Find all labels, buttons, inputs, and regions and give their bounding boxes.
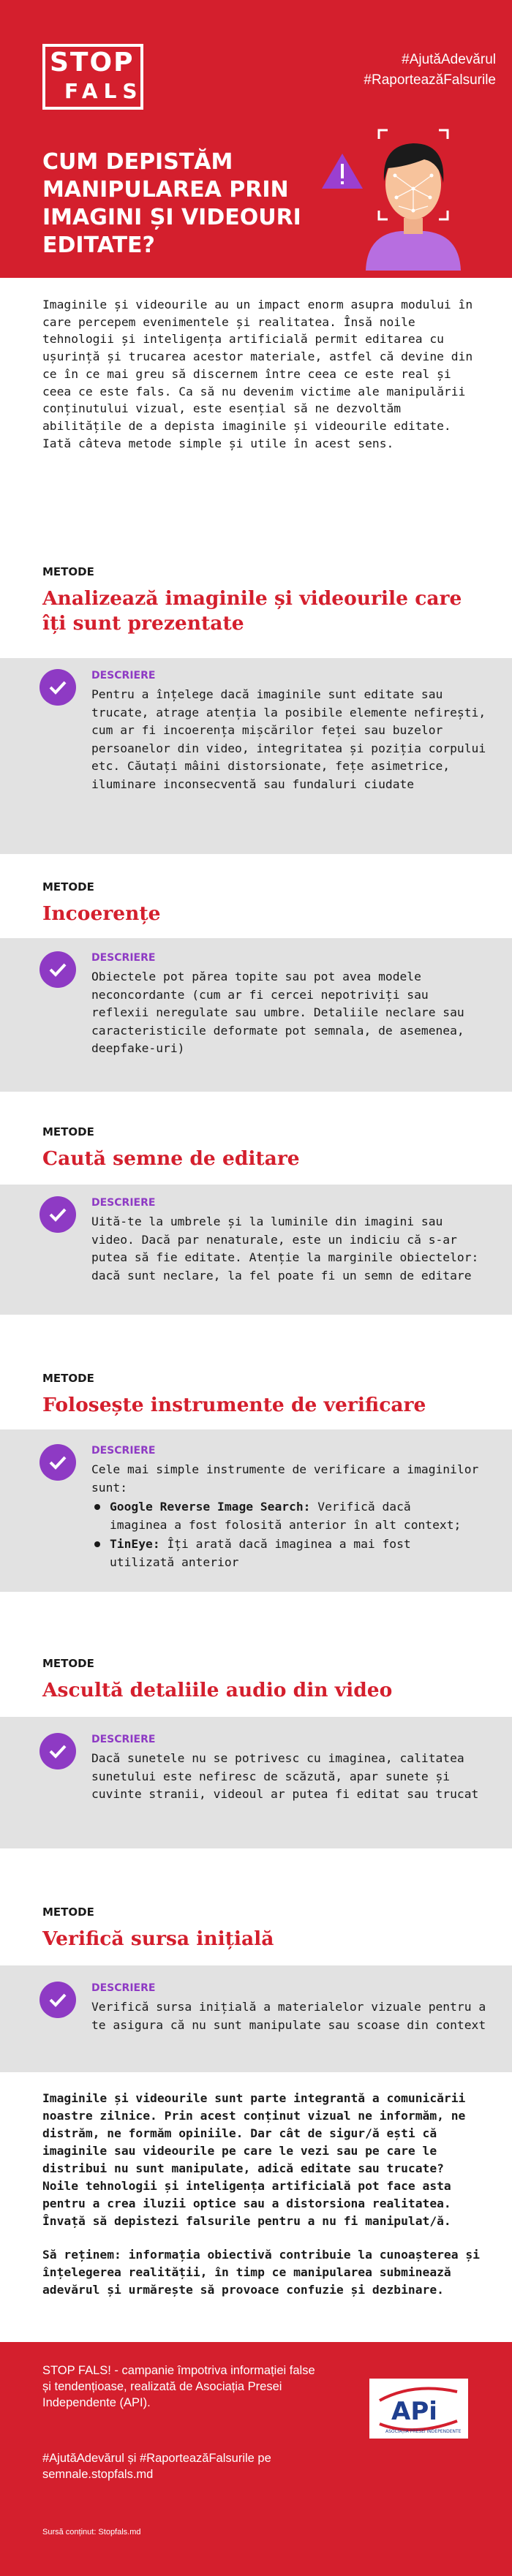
hashtags [364, 50, 496, 91]
intro-paragraph: Imaginile și videourile au un impact enorm asupra modului în care percepem evenimentele și realitatea. Însă noile tehnologii și inteligența artificială permit editarea cu ușurință și trucarea acestor materiale, astfel că devine din ce în ce mai greu să discernem între ceea ce este real și ceea ce este fals. Ca să nu devenim victime ale manipulării conținutului vizual, este esențial să ne dezvoltăm abilitățile de a depista imaginile și videourile editate. Iată câteva metode simple și utile în acest sens. [42, 298, 473, 450]
check-icon [39, 669, 76, 706]
description-text: Pentru a înțelege dacă imaginile sunt editate sau trucate, atrage atenția la posibile elemente nefirești, cum ar fi incoerența mișcărilor feței sau buzelor persoanelor din video, integritatea și poziția corpului etc. Căutați mâini distorsionate, fețe asimetrice, iluminare inconsecventă sau fundaluri ciudate [91, 687, 486, 791]
description-label: DESCRIERE [91, 952, 156, 964]
hashtag-raporteaza: #RaporteazăFalsurile [364, 72, 496, 88]
tools-list [91, 1498, 472, 1573]
check-icon [39, 951, 76, 988]
method-label: METODE [42, 1905, 94, 1919]
api-logo-text: APi [391, 2397, 437, 2426]
description-panel [0, 938, 512, 1092]
method-title: Analizează imaginile și videourile care îți sunt prezentate [42, 587, 462, 635]
tool-name: Google Reverse Image Search: [110, 1500, 311, 1514]
face-recognition-illustration [315, 124, 497, 271]
tool-desc: Verifică dacă imaginea a fost folosită anterior în alt context; [110, 1500, 462, 1532]
description-label: DESCRIERE [91, 1734, 156, 1745]
warning-icon [322, 154, 363, 189]
method-label: METODE [42, 1125, 94, 1138]
description-label: DESCRIERE [91, 1982, 156, 1994]
stopfals-logo [42, 44, 143, 110]
content-source: Sursă conținut: Stopfals.md [42, 2528, 141, 2537]
description-label: DESCRIERE [91, 1197, 156, 1209]
method-title: Verifică sursa inițială [42, 1927, 274, 1950]
list-item [91, 1536, 472, 1571]
description-text: Cele mai simple instrumente de verificare a imaginilor sunt: [91, 1462, 479, 1495]
description-text: Verifică sursa inițială a materialelor vizuale pentru a te asigura că nu sunt manipulate sau scoase din context [91, 2000, 486, 2032]
api-logo [369, 2379, 468, 2439]
closing-summary: Să reținem: informația obiectivă contribuie la cunoașterea și înțelegerea realității, în timp ce manipularea subminează adevărul și urmărește să provoace confuzie și dezbinare. [42, 2248, 480, 2297]
method-label: METODE [42, 1657, 94, 1670]
check-icon [39, 1196, 76, 1233]
hashtag-ajuta: #AjutăAdevărul [402, 52, 496, 67]
description-label: DESCRIERE [91, 1445, 156, 1457]
description-panel [0, 1429, 512, 1592]
check-icon [39, 1982, 76, 2018]
list-item [91, 1498, 472, 1534]
check-icon [39, 1444, 76, 1481]
description-panel [0, 1965, 512, 2072]
method-title: Caută semne de editare [42, 1147, 300, 1170]
footer [0, 2342, 512, 2576]
method-label: METODE [42, 880, 94, 894]
check-icon [39, 1733, 76, 1769]
method-title: Ascultă detaliile audio din video [42, 1679, 393, 1701]
logo-text-bottom: FALS [64, 79, 143, 103]
tool-name: TinEye: [110, 1537, 160, 1551]
description-text: Uită-te la umbrele și la luminile din imagini sau video. Dacă par nenaturale, este un indiciu că s-ar putea să fie editate. Atenție la marginile obiectelor: dacă sunt neclare, la fel poate fi un semn de editare [91, 1215, 479, 1283]
description-label: DESCRIERE [91, 670, 156, 681]
description-text: Obiectele pot părea topite sau pot avea modele neconcordante (cum ar fi cercei nepotriviți sau reflexii neregulate sau umbre. Detaliile neclare sau caracteristicile deformate pot semnala, de asemenea, deepfake-uri) [91, 970, 464, 1055]
method-title: Incoerențe [42, 902, 161, 925]
report-hashtags: #AjutăAdevărul și #RaporteazăFalsurile pe semnale.stopfals.md [42, 2452, 271, 2481]
description-panel [0, 1185, 512, 1315]
description-text: Dacă sunetele nu se potrivesc cu imaginea, calitatea sunetului este nefiresc de scăzută, apar sunete și cuvinte stranii, videoul ar putea fi editat sau trucat [91, 1751, 479, 1801]
method-label: METODE [42, 1372, 94, 1385]
method-label: METODE [42, 565, 94, 578]
description-panel [0, 658, 512, 854]
method-title: Folosește instrumente de verificare [42, 1394, 426, 1416]
closing-paragraph: Imaginile și videourile sunt parte integrantă a comunicării noastre zilnice. Prin acest conținut vizual ne informăm, ne distrăm, ne formăm opiniile. Dar cât de sigur/ă ești că imaginile sau videourile pe care le vezi sau pe care le distribui nu sunt manipulate, adică editate sau trucate? Noile tehnologii și inteligența artificială pot face asta pentru a crea iluzii optice sau a distorsiona realitatea. Învață să depistezi falsurile pentru a nu fi manipulat/ă. [42, 2091, 466, 2228]
header-banner [0, 0, 512, 278]
api-logo-subtitle: ASOCIAȚIA PRESEI INDEPENDENTE [385, 2429, 462, 2434]
logo-text-top: STOP [50, 48, 135, 78]
tool-desc: Îți arată dacă imaginea a mai fost utilizată anterior [110, 1537, 411, 1569]
page-title: CUM DEPISTĂM MANIPULAREA PRIN IMAGINI ȘI VIDEOURI EDITATE? [42, 149, 301, 258]
description-panel [0, 1717, 512, 1848]
campaign-description: STOP FALS! - campanie împotriva informației false și tendențioase, realizată de Asociația Presei Independente (API). [42, 2364, 315, 2409]
